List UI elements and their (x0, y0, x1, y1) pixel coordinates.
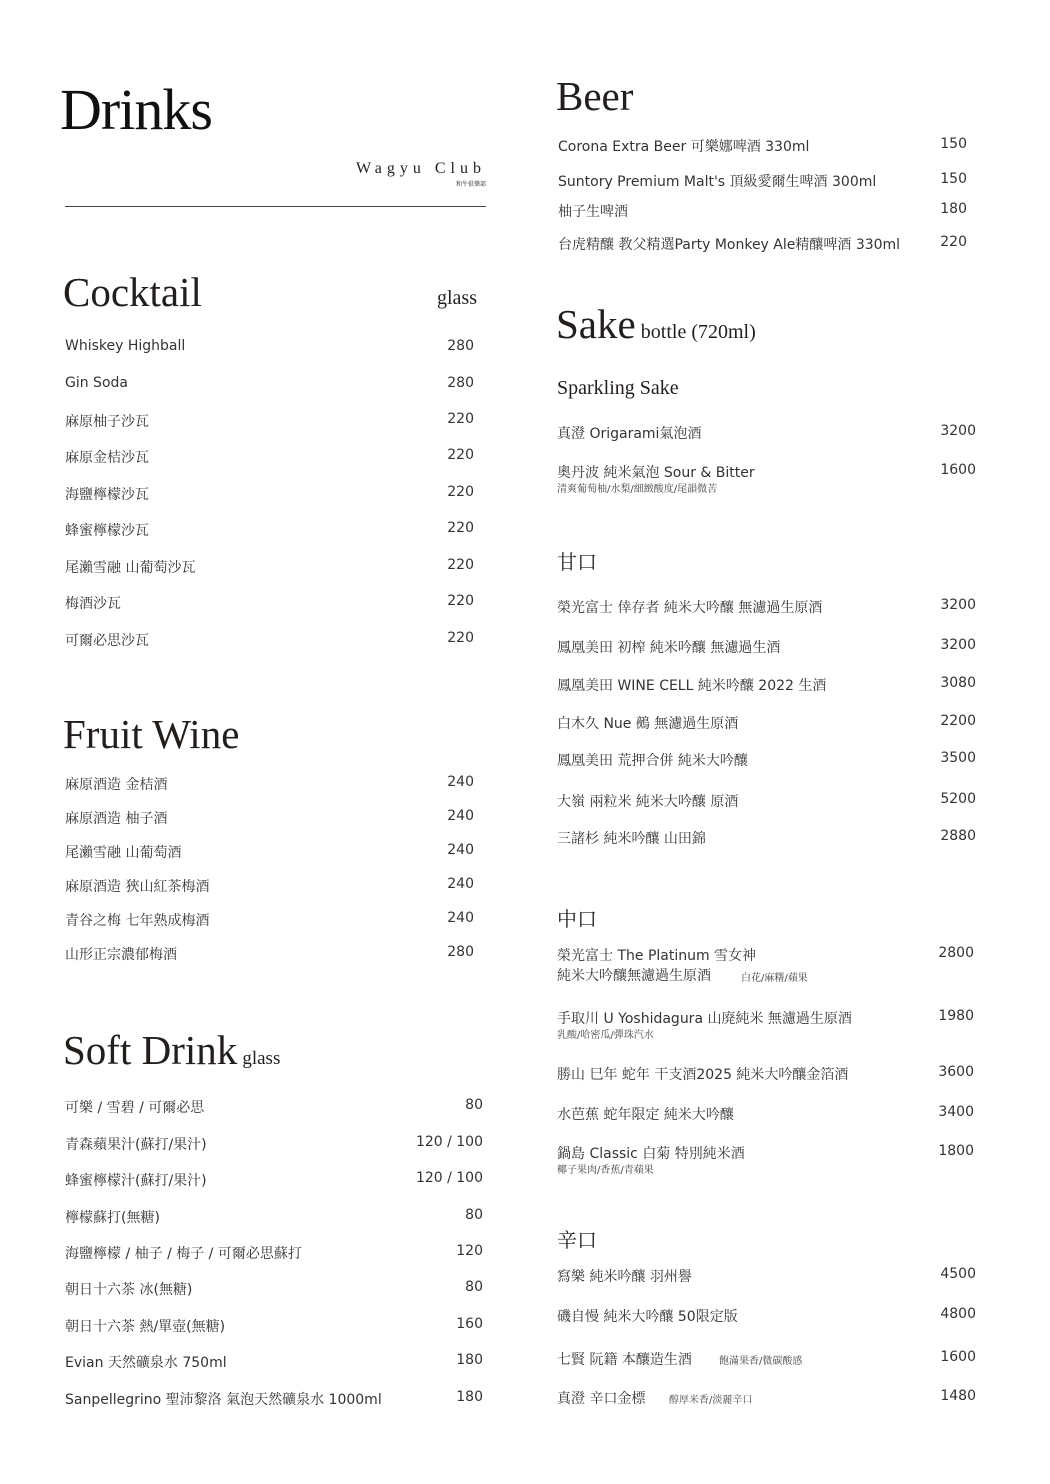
item-name: Corona Extra Beer 可樂娜啤酒 330ml (558, 139, 810, 155)
item-name: 三諸杉 純米吟釀 山田錦 (557, 831, 706, 847)
item-name: 可樂 / 雪碧 / 可爾必思 (65, 1100, 205, 1116)
item-price: 280 (447, 944, 474, 960)
sweet-sake-title: 甘口 (557, 552, 597, 574)
item-price: 3200 (940, 637, 976, 653)
item-name: 手取川 U Yoshidagura 山廃純米 無濾過生原酒 (557, 1011, 852, 1027)
item-name: 麻原金桔沙瓦 (65, 450, 149, 466)
item-name: 柚子生啤酒 (558, 204, 628, 220)
item-price: 220 (940, 234, 967, 250)
brand-logo (352, 160, 486, 188)
item-name: 奧丹波 純米氣泡 Sour & Bitter (557, 465, 755, 481)
item-name: 鳳凰美田 荒押合併 純米大吟釀 (557, 753, 748, 769)
item-price: 3200 (940, 423, 976, 439)
item-name: 尾瀨雪融 山葡萄酒 (65, 845, 182, 861)
item-price: 220 (447, 411, 474, 427)
item-price: 280 (447, 338, 474, 354)
item-name: 朝日十六茶 冰(無糖) (65, 1282, 193, 1298)
item-tasting-note: 清爽葡萄柚/水梨/細緻酸度/尾韻微苦 (557, 484, 718, 495)
item-name: 蜂蜜檸檬沙瓦 (65, 523, 149, 539)
medium-sake-title: 中口 (557, 909, 597, 931)
item-name: 可爾必思沙瓦 (65, 633, 149, 649)
item-price: 220 (447, 520, 474, 536)
header-divider (65, 206, 486, 207)
item-price: 80 (465, 1207, 483, 1223)
item-name: Suntory Premium Malt's 頂級愛爾生啤酒 300ml (558, 174, 877, 190)
cocktail-title: Cocktail (63, 269, 202, 315)
item-price: 80 (465, 1097, 483, 1113)
item-price: 3500 (940, 750, 976, 766)
item-price: 150 (940, 171, 967, 187)
item-tasting-note: 乳酸/哈密瓜/彈珠汽水 (557, 1030, 654, 1041)
item-price: 4500 (940, 1266, 976, 1282)
item-name: Gin Soda (65, 375, 128, 391)
item-price: 150 (940, 136, 967, 152)
item-price: 220 (447, 484, 474, 500)
item-price: 2800 (938, 945, 974, 961)
item-price: 240 (447, 910, 474, 926)
item-name: 山形正宗濃郁梅酒 (65, 947, 177, 963)
item-tasting-note: 飽滿果香/微碳酸感 (719, 1356, 803, 1367)
item-tasting-note: 白花/麻糬/蘋果 (741, 973, 808, 984)
brand-name: Wagyu Club (355, 160, 486, 177)
item-price: 2880 (940, 828, 976, 844)
item-price: 240 (447, 808, 474, 824)
item-price: 120 / 100 (415, 1170, 483, 1186)
item-name: 榮光富士 倖存者 純米大吟釀 無濾過生原酒 (557, 600, 823, 616)
item-name: 真澄 Origarami氣泡酒 (557, 426, 702, 442)
item-price: 240 (447, 842, 474, 858)
item-price: 1800 (938, 1143, 974, 1159)
dry-sake-title: 辛口 (557, 1230, 597, 1252)
soft-drink-heading (63, 1026, 280, 1074)
soft-drink-unit: glass (242, 1048, 281, 1069)
item-price: 3400 (938, 1104, 974, 1120)
sake-title: Sake (556, 301, 636, 347)
item-name: 七賢 阮籍 本釀造生酒 (557, 1352, 692, 1368)
brand-subtitle: 和牛俱樂部 (455, 181, 486, 188)
item-price: 220 (447, 630, 474, 646)
fruit-wine-title: Fruit Wine (63, 711, 240, 757)
item-price: 220 (447, 593, 474, 609)
item-price: 1600 (940, 462, 976, 478)
item-price: 180 (940, 201, 967, 217)
item-price: 280 (447, 375, 474, 391)
item-name: 麻原酒造 柚子酒 (65, 811, 168, 827)
item-tasting-note: 醇厚米香/淡麗辛口 (669, 1395, 753, 1406)
item-price: 180 (456, 1352, 483, 1368)
item-name: 鳳凰美田 WINE CELL 純米吟釀 2022 生酒 (557, 678, 827, 694)
item-name: 梅酒沙瓦 (65, 596, 121, 612)
item-price: 160 (456, 1316, 483, 1332)
item-price: 3600 (938, 1064, 974, 1080)
item-name: 麻原柚子沙瓦 (65, 414, 149, 430)
item-name: Sanpellegrino 聖沛黎洛 氣泡天然礦泉水 1000ml (65, 1392, 382, 1408)
item-tasting-note: 椰子果肉/香蕉/青蘋果 (557, 1165, 654, 1176)
item-price: 120 / 100 (415, 1134, 483, 1150)
item-name: 寫樂 純米吟釀 羽州譽 (557, 1269, 692, 1285)
item-name: 朝日十六茶 熱/單壺(無糖) (65, 1319, 226, 1335)
item-name: 青森蘋果汁(蘇打/果汁) (65, 1137, 207, 1153)
item-price: 180 (456, 1389, 483, 1405)
item-name: 白木久 Nue 鵺 無濾過生原酒 (557, 716, 739, 732)
item-price: 120 (456, 1243, 483, 1259)
item-name: 榮光富士 The Platinum 雪女神 (557, 948, 757, 964)
item-price: 5200 (940, 791, 976, 807)
item-price: 220 (447, 557, 474, 573)
item-name: 檸檬蘇打(無糖) (65, 1210, 160, 1226)
item-name: 海鹽檸檬沙瓦 (65, 487, 149, 503)
item-name: 鳳凰美田 初榨 純米吟釀 無濾過生酒 (557, 640, 781, 656)
item-name: 鍋島 Classic 白菊 特別純米酒 (557, 1146, 745, 1162)
item-name: 大嶺 兩粒米 純米大吟釀 原酒 (557, 794, 739, 810)
item-name: 青谷之梅 七年熟成梅酒 (65, 913, 210, 929)
page-title: Drinks (60, 77, 212, 142)
sparkling-sake-title: Sparkling Sake (557, 377, 679, 399)
item-name: 尾瀨雪融 山葡萄沙瓦 (65, 560, 196, 576)
item-name: 磯自慢 純米大吟釀 50限定版 (557, 1309, 738, 1325)
item-price: 4800 (940, 1306, 976, 1322)
soft-drink-title: Soft Drink (63, 1027, 238, 1073)
item-name: Evian 天然礦泉水 750ml (65, 1355, 227, 1371)
item-name: 麻原酒造 金桔酒 (65, 777, 168, 793)
item-name: 麻原酒造 狹山紅茶梅酒 (65, 879, 210, 895)
item-name: 勝山 巳年 蛇年 干支酒2025 純米大吟釀金箔酒 (557, 1067, 849, 1083)
item-name-line2: 純米大吟釀無濾過生原酒 (557, 968, 711, 984)
item-name: 水芭蕉 蛇年限定 純米大吟釀 (557, 1107, 734, 1123)
beer-title: Beer (556, 73, 634, 119)
item-price: 3200 (940, 597, 976, 613)
item-name: 台虎精釀 教父精選Party Monkey Ale精釀啤酒 330ml (558, 237, 901, 253)
sake-heading (556, 300, 756, 348)
item-price: 1600 (940, 1349, 976, 1365)
item-name: 蜂蜜檸檬汁(蘇打/果汁) (65, 1173, 207, 1189)
item-price: 1480 (940, 1388, 976, 1404)
item-price: 80 (465, 1279, 483, 1295)
item-price: 240 (447, 876, 474, 892)
item-price: 2200 (940, 713, 976, 729)
cocktail-unit: glass (437, 287, 477, 309)
item-price: 3080 (940, 675, 976, 691)
item-name: 真澄 辛口金標 (557, 1391, 646, 1407)
item-price: 220 (447, 447, 474, 463)
item-name: Whiskey Highball (65, 338, 186, 354)
item-price: 240 (447, 774, 474, 790)
item-price: 1980 (938, 1008, 974, 1024)
item-name: 海鹽檸檬 / 柚子 / 梅子 / 可爾必思蘇打 (65, 1246, 302, 1262)
sake-unit: bottle (720ml) (640, 321, 756, 343)
